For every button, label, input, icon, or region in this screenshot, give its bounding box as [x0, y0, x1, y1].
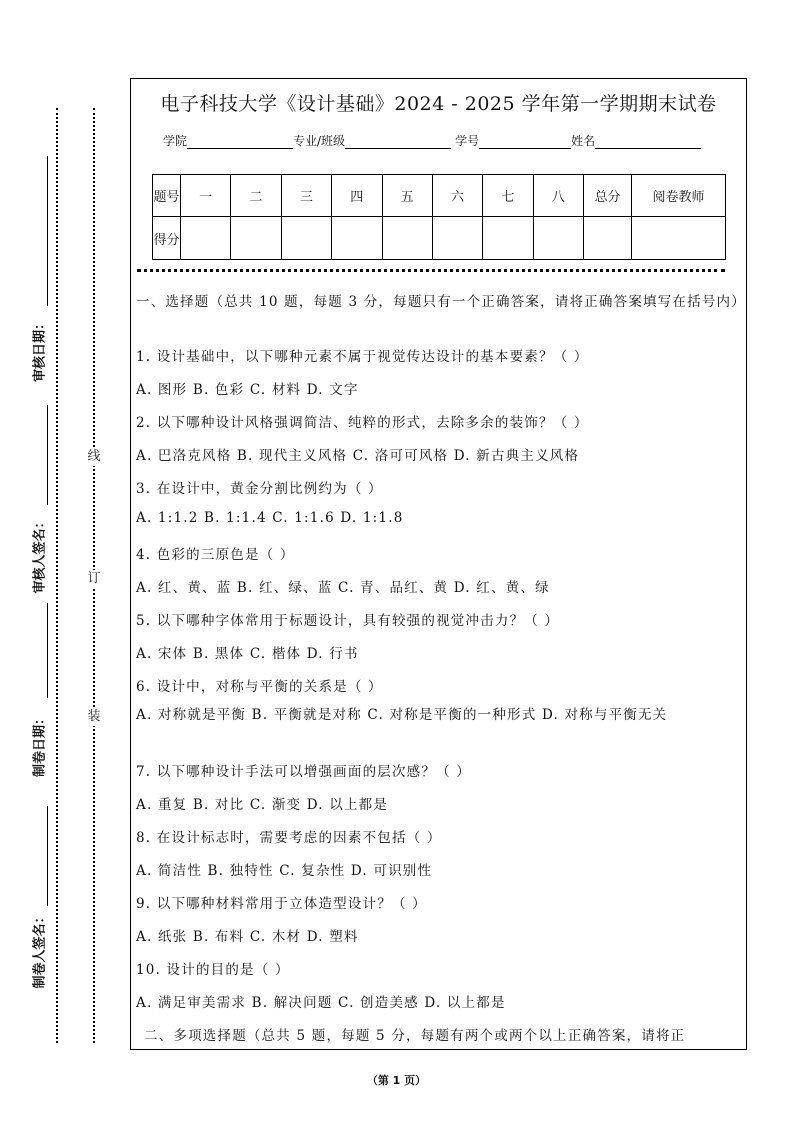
question-text: 6. 设计中，对称与平衡的关系是（ ）: [136, 679, 383, 695]
question-options: A. 对称就是平衡 B. 平衡就是对称 C. 对称是平衡的一种形式 D. 对称与平衡无关: [136, 707, 668, 723]
margin-dotted-line: [56, 108, 58, 1043]
prepare-date-label: 制卷日期：: [32, 712, 48, 778]
exam-frame: [130, 78, 747, 1050]
score-header-cell: 四: [332, 175, 382, 217]
name-field[interactable]: [595, 137, 701, 149]
score-header-cell: 阅卷教师: [632, 175, 726, 217]
major-field[interactable]: [345, 137, 451, 149]
name-label: 姓名: [571, 134, 596, 148]
score-header-cell: 五: [382, 175, 432, 217]
score-cell[interactable]: [632, 217, 726, 260]
score-row-label: 得分: [153, 217, 181, 260]
question-text: 10. 设计的目的是（ ）: [136, 962, 290, 978]
question-text: 3. 在设计中，黄金分割比例约为（ ）: [136, 481, 383, 497]
separator-dotted-line: [137, 269, 725, 272]
section1-title: 一、选择题（总共 10 题，每题 3 分，每题只有一个正确答案，请将正确答案填写在括号内）: [136, 294, 746, 310]
question-options: A. 红、黄、蓝 B. 红、绿、蓝 C. 青、品红、黄 D. 红、黄、绿: [136, 580, 550, 596]
question-options: A. 满足审美需求 B. 解决问题 C. 创造美感 D. 以上都是: [136, 995, 506, 1011]
review-date-label: 审核日期：: [32, 317, 48, 383]
reviewer-signature-label: 审核人签名：: [32, 515, 48, 594]
binding-staple-char: 订: [85, 570, 103, 588]
question-options: A. 宋体 B. 黑体 C. 楷体 D. 行书: [136, 646, 359, 662]
major-label: 专业/班级: [293, 134, 346, 148]
exam-title: 电子科技大学《设计基础》2024 - 2025 学年第一学期期末试卷: [160, 93, 717, 115]
college-field[interactable]: [187, 137, 293, 149]
question-text: 1. 设计基础中，以下哪种元素不属于视觉传达设计的基本要素？（ ）: [136, 349, 589, 365]
student-id-field[interactable]: [479, 137, 571, 149]
question-options: A. 巴洛克风格 B. 现代主义风格 C. 洛可可风格 D. 新古典主义风格: [136, 448, 580, 464]
score-header-cell: 八: [533, 175, 583, 217]
question-options: A. 简洁性 B. 独特性 C. 复杂性 D. 可识别性: [136, 863, 433, 879]
student-info-row: [163, 132, 701, 149]
section2-title: 二、多项选择题（总共 5 题，每题 5 分，每题有两个或两个以上正确答案，请将正: [144, 1028, 686, 1044]
score-table: [152, 174, 726, 260]
score-header-cell: 七: [483, 175, 533, 217]
score-header-cell: 一: [181, 175, 231, 217]
question-options: A. 1:1.2 B. 1:1.4 C. 1:1.6 D. 1:1.8: [136, 510, 404, 526]
student-id-label: 学号: [455, 134, 480, 148]
preparer-signature-label: 制卷人签名：: [32, 910, 48, 989]
margin-line-2: [47, 405, 48, 505]
score-cell[interactable]: [281, 217, 331, 260]
score-cell[interactable]: [181, 217, 231, 260]
score-cell[interactable]: [533, 217, 583, 260]
college-label: 学院: [163, 134, 188, 148]
score-header-cell: 二: [231, 175, 281, 217]
margin-line-top: [47, 156, 48, 306]
question-text: 5. 以下哪种字体常用于标题设计，具有较强的视觉冲击力？（ ）: [136, 613, 560, 629]
question-text: 9. 以下哪种材料常用于立体造型设计？（ ）: [136, 896, 427, 912]
binding-bind-char: 装: [85, 708, 103, 726]
score-header-cell: 题号: [153, 175, 181, 217]
score-cell[interactable]: [584, 217, 632, 260]
score-header-cell: 三: [281, 175, 331, 217]
binding-line-char: 线: [85, 448, 103, 466]
score-cell[interactable]: [483, 217, 533, 260]
question-options: A. 图形 B. 色彩 C. 材料 D. 文字: [136, 382, 359, 398]
score-header-cell: 总分: [584, 175, 632, 217]
score-cell[interactable]: [382, 217, 432, 260]
question-text: 8. 在设计标志时，需要考虑的因素不包括（ ）: [136, 830, 442, 846]
question-text: 4. 色彩的三原色是（ ）: [136, 547, 295, 563]
question-text: 7. 以下哪种设计手法可以增强画面的层次感？（ ）: [136, 764, 471, 780]
page-number: （第 1 页）: [366, 1074, 427, 1087]
score-cell[interactable]: [332, 217, 382, 260]
score-cell[interactable]: [432, 217, 482, 260]
question-text: 2. 以下哪种设计风格强调简洁、纯粹的形式，去除多余的装饰？（ ）: [136, 415, 589, 431]
score-header-cell: 六: [432, 175, 482, 217]
question-options: A. 纸张 B. 布料 C. 木材 D. 塑料: [136, 929, 359, 945]
score-cell[interactable]: [231, 217, 281, 260]
question-options: A. 重复 B. 对比 C. 渐变 D. 以上都是: [136, 797, 389, 813]
